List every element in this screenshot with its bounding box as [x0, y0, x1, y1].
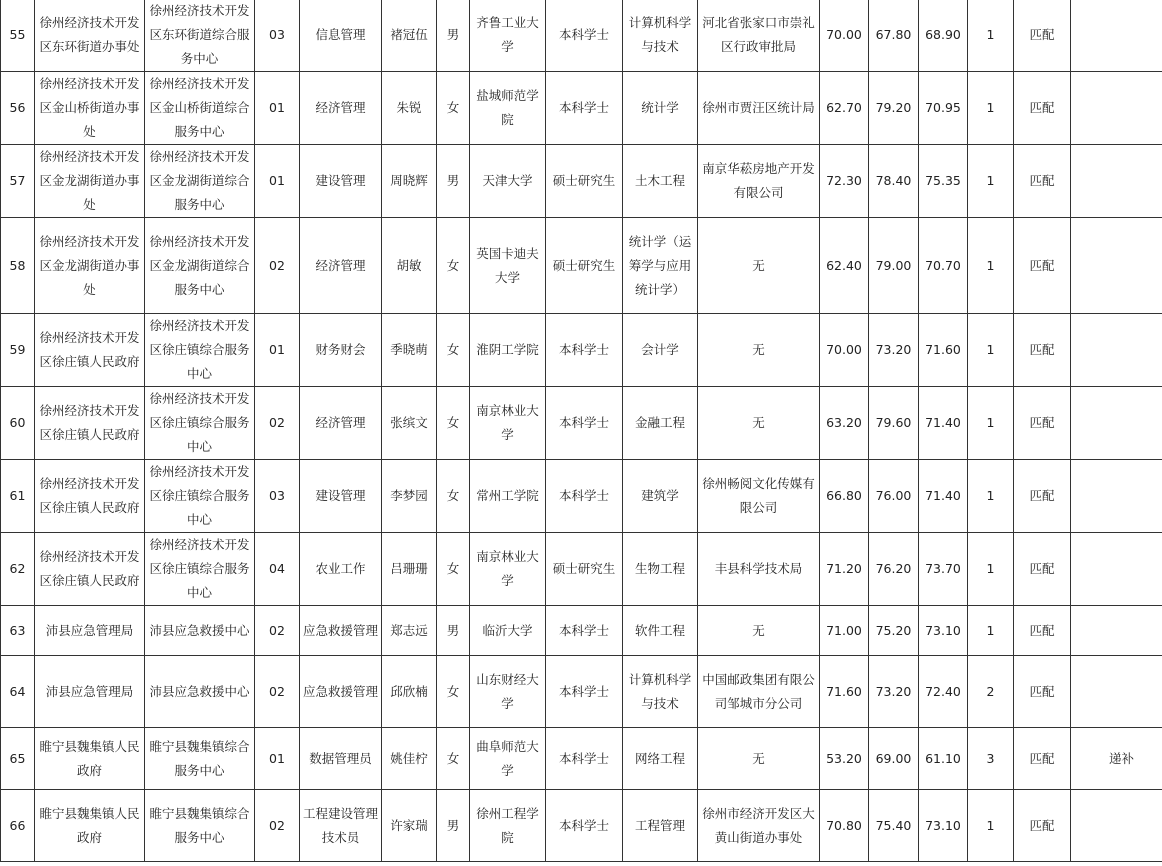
cell-gender: 女 — [437, 387, 470, 460]
cell-gender: 女 — [437, 218, 470, 314]
cell-candidate-name: 许家瑞 — [382, 790, 437, 862]
cell-gender: 女 — [437, 533, 470, 606]
cell-employer: 无 — [698, 314, 820, 387]
cell-written-score: 70.80 — [820, 790, 869, 862]
cell-total-score: 75.35 — [919, 145, 968, 218]
cell-major: 金融工程 — [623, 387, 698, 460]
cell-rank: 3 — [968, 728, 1014, 790]
cell-written-score: 70.00 — [820, 314, 869, 387]
cell-employer: 徐州市贾汪区统计局 — [698, 72, 820, 145]
cell-note — [1071, 314, 1162, 387]
cell-degree: 硕士研究生 — [546, 533, 623, 606]
cell-employer: 徐州市经济开发区大黄山街道办事处 — [698, 790, 820, 862]
cell-match: 匹配 — [1014, 460, 1071, 533]
cell-note — [1071, 790, 1162, 862]
cell-match: 匹配 — [1014, 533, 1071, 606]
cell-post-name: 数据管理员 — [300, 728, 382, 790]
cell-note — [1071, 72, 1162, 145]
cell-hiring-unit: 徐州经济技术开发区徐庄镇综合服务中心 — [145, 533, 255, 606]
cell-rank: 1 — [968, 387, 1014, 460]
cell-post-code: 02 — [255, 606, 300, 656]
table-row — [1, 606, 1162, 656]
cell-seq-no: 56 — [1, 72, 35, 145]
cell-rank: 1 — [968, 314, 1014, 387]
cell-gender: 男 — [437, 606, 470, 656]
cell-rank: 1 — [968, 218, 1014, 314]
cell-note — [1071, 145, 1162, 218]
cell-employer: 河北省张家口市崇礼区行政审批局 — [698, 0, 820, 72]
cell-match: 匹配 — [1014, 72, 1071, 145]
cell-note — [1071, 0, 1162, 72]
cell-department: 徐州经济技术开发区金龙湖街道办事处 — [35, 145, 145, 218]
cell-major: 计算机科学与技术 — [623, 656, 698, 728]
cell-interview-score: 78.40 — [869, 145, 919, 218]
cell-major: 网络工程 — [623, 728, 698, 790]
cell-written-score: 71.20 — [820, 533, 869, 606]
table-row — [1, 656, 1162, 728]
cell-interview-score: 75.40 — [869, 790, 919, 862]
table-row — [1, 728, 1162, 790]
cell-post-name: 经济管理 — [300, 72, 382, 145]
cell-hiring-unit: 徐州经济技术开发区徐庄镇综合服务中心 — [145, 387, 255, 460]
table-row — [1, 533, 1162, 606]
cell-rank: 1 — [968, 533, 1014, 606]
table-row — [1, 460, 1162, 533]
cell-written-score: 53.20 — [820, 728, 869, 790]
cell-school: 南京林业大学 — [470, 533, 546, 606]
cell-rank: 1 — [968, 72, 1014, 145]
cell-seq-no: 59 — [1, 314, 35, 387]
cell-total-score: 61.10 — [919, 728, 968, 790]
cell-school: 临沂大学 — [470, 606, 546, 656]
cell-school: 英国卡迪夫大学 — [470, 218, 546, 314]
cell-gender: 女 — [437, 460, 470, 533]
table-row — [1, 314, 1162, 387]
cell-seq-no: 62 — [1, 533, 35, 606]
cell-match: 匹配 — [1014, 656, 1071, 728]
cell-degree: 硕士研究生 — [546, 218, 623, 314]
cell-major: 工程管理 — [623, 790, 698, 862]
cell-major: 统计学 — [623, 72, 698, 145]
cell-match: 匹配 — [1014, 314, 1071, 387]
cell-interview-score: 79.20 — [869, 72, 919, 145]
cell-hiring-unit: 徐州经济技术开发区徐庄镇综合服务中心 — [145, 314, 255, 387]
cell-note — [1071, 533, 1162, 606]
cell-rank: 2 — [968, 656, 1014, 728]
cell-gender: 女 — [437, 656, 470, 728]
cell-candidate-name: 朱锐 — [382, 72, 437, 145]
cell-post-code: 03 — [255, 460, 300, 533]
cell-note — [1071, 218, 1162, 314]
cell-degree: 硕士研究生 — [546, 145, 623, 218]
cell-hiring-unit: 睢宁县魏集镇综合服务中心 — [145, 728, 255, 790]
cell-total-score: 73.70 — [919, 533, 968, 606]
cell-match: 匹配 — [1014, 606, 1071, 656]
cell-interview-score: 73.20 — [869, 656, 919, 728]
cell-major: 计算机科学与技术 — [623, 0, 698, 72]
cell-post-code: 04 — [255, 533, 300, 606]
cell-total-score: 73.10 — [919, 790, 968, 862]
cell-degree: 本科学士 — [546, 0, 623, 72]
table-body — [1, 0, 1162, 862]
cell-post-name: 工程建设管理技术员 — [300, 790, 382, 862]
cell-hiring-unit: 沛县应急救援中心 — [145, 606, 255, 656]
cell-seq-no: 66 — [1, 790, 35, 862]
cell-written-score: 71.60 — [820, 656, 869, 728]
cell-seq-no: 55 — [1, 0, 35, 72]
cell-post-name: 财务财会 — [300, 314, 382, 387]
cell-gender: 男 — [437, 145, 470, 218]
cell-interview-score: 79.60 — [869, 387, 919, 460]
table-row — [1, 145, 1162, 218]
cell-rank: 1 — [968, 0, 1014, 72]
cell-school: 盐城师范学院 — [470, 72, 546, 145]
cell-interview-score: 76.00 — [869, 460, 919, 533]
cell-hiring-unit: 徐州经济技术开发区徐庄镇综合服务中心 — [145, 460, 255, 533]
cell-total-score: 68.90 — [919, 0, 968, 72]
cell-seq-no: 58 — [1, 218, 35, 314]
cell-interview-score: 67.80 — [869, 0, 919, 72]
cell-department: 徐州经济技术开发区徐庄镇人民政府 — [35, 533, 145, 606]
cell-hiring-unit: 徐州经济技术开发区金龙湖街道综合服务中心 — [145, 145, 255, 218]
cell-department: 徐州经济技术开发区徐庄镇人民政府 — [35, 314, 145, 387]
cell-post-name: 应急救援管理 — [300, 656, 382, 728]
cell-match: 匹配 — [1014, 218, 1071, 314]
cell-post-name: 应急救援管理 — [300, 606, 382, 656]
cell-major: 生物工程 — [623, 533, 698, 606]
cell-degree: 本科学士 — [546, 460, 623, 533]
cell-gender: 女 — [437, 314, 470, 387]
cell-school: 山东财经大学 — [470, 656, 546, 728]
cell-candidate-name: 吕珊珊 — [382, 533, 437, 606]
cell-post-name: 信息管理 — [300, 0, 382, 72]
cell-employer: 无 — [698, 218, 820, 314]
cell-interview-score: 69.00 — [869, 728, 919, 790]
cell-post-name: 农业工作 — [300, 533, 382, 606]
cell-candidate-name: 李梦园 — [382, 460, 437, 533]
cell-candidate-name: 姚佳柠 — [382, 728, 437, 790]
cell-written-score: 70.00 — [820, 0, 869, 72]
cell-hiring-unit: 沛县应急救援中心 — [145, 656, 255, 728]
cell-school: 常州工学院 — [470, 460, 546, 533]
cell-post-code: 02 — [255, 656, 300, 728]
cell-total-score: 70.70 — [919, 218, 968, 314]
cell-post-code: 03 — [255, 0, 300, 72]
cell-post-code: 01 — [255, 728, 300, 790]
cell-degree: 本科学士 — [546, 728, 623, 790]
cell-school: 淮阴工学院 — [470, 314, 546, 387]
cell-major: 土木工程 — [623, 145, 698, 218]
cell-degree: 本科学士 — [546, 72, 623, 145]
cell-gender: 男 — [437, 790, 470, 862]
cell-degree: 本科学士 — [546, 387, 623, 460]
cell-match: 匹配 — [1014, 145, 1071, 218]
cell-seq-no: 61 — [1, 460, 35, 533]
cell-department: 沛县应急管理局 — [35, 606, 145, 656]
cell-department: 徐州经济技术开发区金龙湖街道办事处 — [35, 218, 145, 314]
cell-employer: 丰县科学技术局 — [698, 533, 820, 606]
cell-match: 匹配 — [1014, 728, 1071, 790]
cell-interview-score: 75.20 — [869, 606, 919, 656]
cell-post-code: 01 — [255, 314, 300, 387]
cell-post-name: 经济管理 — [300, 387, 382, 460]
cell-major: 软件工程 — [623, 606, 698, 656]
cell-interview-score: 73.20 — [869, 314, 919, 387]
cell-employer: 南京华菘房地产开发有限公司 — [698, 145, 820, 218]
cell-school: 天津大学 — [470, 145, 546, 218]
cell-employer: 中国邮政集团有限公司邹城市分公司 — [698, 656, 820, 728]
cell-post-name: 建设管理 — [300, 460, 382, 533]
cell-seq-no: 64 — [1, 656, 35, 728]
cell-note — [1071, 656, 1162, 728]
cell-interview-score: 76.20 — [869, 533, 919, 606]
cell-match: 匹配 — [1014, 790, 1071, 862]
cell-major: 会计学 — [623, 314, 698, 387]
cell-gender: 女 — [437, 728, 470, 790]
cell-rank: 1 — [968, 790, 1014, 862]
cell-note: 递补 — [1071, 728, 1162, 790]
cell-degree: 本科学士 — [546, 606, 623, 656]
cell-school: 齐鲁工业大学 — [470, 0, 546, 72]
cell-department: 徐州经济技术开发区金山桥街道办事处 — [35, 72, 145, 145]
table-row — [1, 790, 1162, 862]
table-row — [1, 72, 1162, 145]
cell-total-score: 71.40 — [919, 387, 968, 460]
cell-candidate-name: 褚冠伍 — [382, 0, 437, 72]
cell-employer: 徐州畅阅文化传媒有限公司 — [698, 460, 820, 533]
cell-candidate-name: 郑志远 — [382, 606, 437, 656]
cell-degree: 本科学士 — [546, 790, 623, 862]
table-row — [1, 0, 1162, 72]
cell-match: 匹配 — [1014, 0, 1071, 72]
cell-gender: 男 — [437, 0, 470, 72]
cell-written-score: 71.00 — [820, 606, 869, 656]
cell-written-score: 62.70 — [820, 72, 869, 145]
cell-total-score: 70.95 — [919, 72, 968, 145]
cell-candidate-name: 张缤文 — [382, 387, 437, 460]
cell-major: 统计学（运筹学与应用统计学） — [623, 218, 698, 314]
table-row — [1, 387, 1162, 460]
cell-candidate-name: 胡敏 — [382, 218, 437, 314]
cell-written-score: 62.40 — [820, 218, 869, 314]
cell-employer: 无 — [698, 606, 820, 656]
cell-written-score: 72.30 — [820, 145, 869, 218]
cell-candidate-name: 邱欣楠 — [382, 656, 437, 728]
cell-hiring-unit: 徐州经济技术开发区金龙湖街道综合服务中心 — [145, 218, 255, 314]
cell-hiring-unit: 徐州经济技术开发区东环街道综合服务中心 — [145, 0, 255, 72]
table-row — [1, 218, 1162, 314]
cell-department: 徐州经济技术开发区徐庄镇人民政府 — [35, 460, 145, 533]
cell-gender: 女 — [437, 72, 470, 145]
cell-match: 匹配 — [1014, 387, 1071, 460]
cell-seq-no: 63 — [1, 606, 35, 656]
cell-employer: 无 — [698, 387, 820, 460]
cell-written-score: 66.80 — [820, 460, 869, 533]
cell-department: 睢宁县魏集镇人民政府 — [35, 728, 145, 790]
cell-rank: 1 — [968, 460, 1014, 533]
cell-school: 南京林业大学 — [470, 387, 546, 460]
cell-rank: 1 — [968, 606, 1014, 656]
cell-candidate-name: 季晓萌 — [382, 314, 437, 387]
cell-note — [1071, 387, 1162, 460]
cell-note — [1071, 460, 1162, 533]
cell-post-code: 02 — [255, 218, 300, 314]
cell-interview-score: 79.00 — [869, 218, 919, 314]
cell-degree: 本科学士 — [546, 314, 623, 387]
cell-seq-no: 57 — [1, 145, 35, 218]
cell-post-name: 建设管理 — [300, 145, 382, 218]
cell-post-code: 02 — [255, 790, 300, 862]
cell-hiring-unit: 徐州经济技术开发区金山桥街道综合服务中心 — [145, 72, 255, 145]
cell-total-score: 73.10 — [919, 606, 968, 656]
cell-department: 睢宁县魏集镇人民政府 — [35, 790, 145, 862]
cell-hiring-unit: 睢宁县魏集镇综合服务中心 — [145, 790, 255, 862]
cell-note — [1071, 606, 1162, 656]
cell-school: 徐州工程学院 — [470, 790, 546, 862]
cell-post-name: 经济管理 — [300, 218, 382, 314]
cell-written-score: 63.20 — [820, 387, 869, 460]
cell-post-code: 01 — [255, 72, 300, 145]
cell-seq-no: 60 — [1, 387, 35, 460]
cell-total-score: 72.40 — [919, 656, 968, 728]
cell-department: 沛县应急管理局 — [35, 656, 145, 728]
cell-total-score: 71.60 — [919, 314, 968, 387]
cell-seq-no: 65 — [1, 728, 35, 790]
cell-post-code: 02 — [255, 387, 300, 460]
cell-rank: 1 — [968, 145, 1014, 218]
cell-employer: 无 — [698, 728, 820, 790]
cell-school: 曲阜师范大学 — [470, 728, 546, 790]
cell-department: 徐州经济技术开发区东环街道办事处 — [35, 0, 145, 72]
cell-candidate-name: 周晓辉 — [382, 145, 437, 218]
cell-post-code: 01 — [255, 145, 300, 218]
cell-major: 建筑学 — [623, 460, 698, 533]
cell-degree: 本科学士 — [546, 656, 623, 728]
cell-total-score: 71.40 — [919, 460, 968, 533]
cell-department: 徐州经济技术开发区徐庄镇人民政府 — [35, 387, 145, 460]
